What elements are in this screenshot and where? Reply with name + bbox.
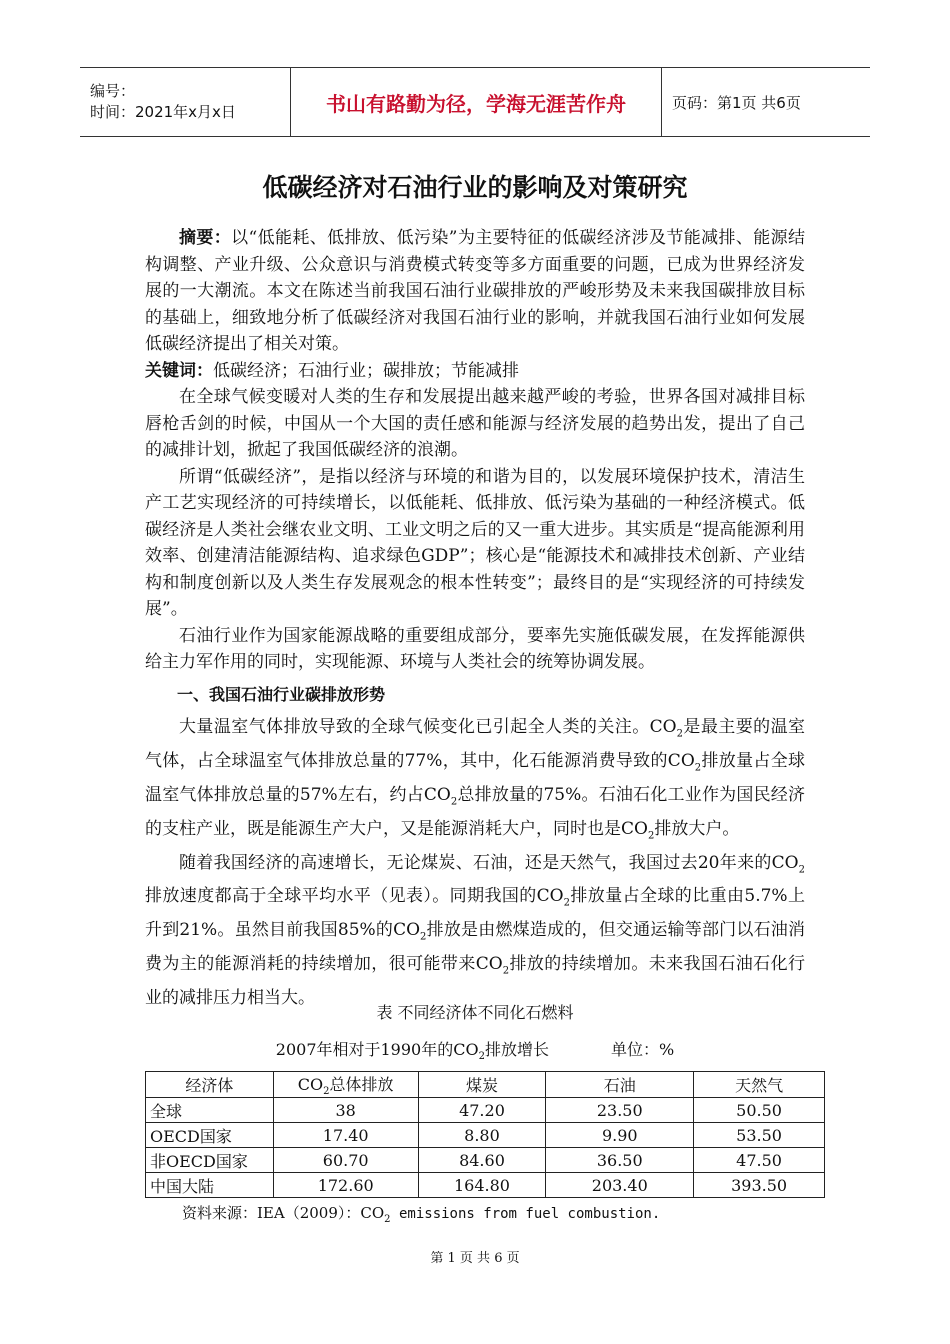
subscript: 2 [676, 728, 683, 740]
cell-oil: 36.50 [546, 1148, 694, 1173]
subscript: 2 [694, 762, 702, 774]
text-run: CO [360, 1204, 385, 1222]
subscript: 2 [478, 1051, 485, 1063]
header-number: 编号： [90, 82, 136, 100]
text-run: 排放大户。 [654, 818, 740, 839]
emissions-table [145, 1071, 825, 1198]
text-run: 大量温室气体排放导致的全球气候变化已引起全人类的关注。CO [179, 717, 677, 737]
subscript: 2 [450, 796, 458, 808]
text-run: 排放量占全球的比重由5.7%上升到21%。虽然目前我国85%的CO [145, 886, 805, 941]
cell-gas: 50.50 [694, 1098, 825, 1123]
cell-oil: 23.50 [546, 1098, 694, 1123]
subscript: 2 [502, 965, 510, 977]
intro-paragraph: 石油行业作为国家能源战略的重要组成部分，要率先实施低碳发展，在发挥能源供给主力军作用的同时，实现能源、环境与人类社会的统筹协调发展。 [145, 625, 805, 672]
cell-coal: 84.60 [418, 1148, 546, 1173]
section-paragraph [145, 714, 805, 850]
table-row [146, 1173, 825, 1198]
keywords-label: 关键词： [145, 360, 213, 381]
header-time: 时间：2021年x月x日 [90, 103, 236, 121]
text-run: 是最主要的温室气体，占全球温室气体排放总量的77%，其中，化石能源消费导致的CO [145, 717, 806, 771]
document-body [145, 225, 805, 1012]
cell-coal: 8.80 [418, 1123, 546, 1148]
text-run: 资料来源：IEA（2009）： [182, 1204, 361, 1222]
header-coal: 煤炭 [418, 1072, 546, 1098]
cell-economy: 中国大陆 [146, 1173, 274, 1198]
section-heading: 一、我国石油行业碳排放形势 [177, 684, 386, 704]
document-title: 低碳经济对石油行业的影响及对策研究 [262, 173, 688, 202]
text-run: 排放的持续增加。未来我国石油石化行业的减排压力相当大。 [145, 954, 805, 1009]
subscript: 2 [798, 863, 805, 875]
table-row [146, 1148, 825, 1173]
header-total [273, 1072, 418, 1098]
header-gas: 天然气 [694, 1072, 825, 1098]
text-run: 总体排放 [329, 1075, 394, 1094]
header-economy: 经济体 [146, 1072, 274, 1098]
abstract-text: 以“低能耗、低排放、低污染”为主要特征的低碳经济涉及节能减排、能源结构调整、产业升级、公众意识与消费模式转变等多方面重要的问题，已成为世界经济发展的一大潮流。本文在陈述当前我国石油行业碳排放的严峻形势及未来我国碳排放目标的基础上，细致地分析了低碳经济对我国石油行业的影响，并就我国石油行业如何发展低碳经济提出了相关对策。 [145, 228, 805, 354]
text-run: 2007年相对于1990年的CO [275, 1040, 479, 1059]
table-header-row [146, 1072, 825, 1098]
subscript: 2 [647, 830, 655, 842]
header-motto [290, 68, 662, 136]
header-page-info [662, 68, 870, 136]
text-run: 随着我国经济的高速增长，无论煤炭、石油，还是天然气，我国过去20年来的CO [179, 852, 799, 873]
table-row [146, 1098, 825, 1123]
cell-gas: 47.50 [694, 1148, 825, 1173]
header-oil: 石油 [546, 1072, 694, 1098]
cell-oil: 9.90 [546, 1123, 694, 1148]
text-run: 排放速度都高于全球平均水平（见表）。同期我国的CO [145, 886, 564, 907]
text-run: 排放增长 [484, 1040, 549, 1059]
subscript: 2 [323, 1086, 330, 1098]
cell-total: 60.70 [273, 1148, 418, 1173]
page-footer: 第 1 页 共 6 页 [430, 1251, 520, 1266]
keywords-paragraph [145, 358, 805, 385]
cell-oil: 203.40 [546, 1173, 694, 1198]
cell-gas: 393.50 [694, 1173, 825, 1198]
cell-economy: OECD国家 [146, 1123, 274, 1148]
subscript: 2 [384, 1214, 391, 1225]
table-unit: 单位：% [610, 1040, 675, 1059]
cell-economy: 非OECD国家 [146, 1148, 274, 1173]
cell-coal: 164.80 [418, 1173, 546, 1198]
cell-total: 38 [273, 1098, 418, 1123]
table-subcaption [0, 1037, 950, 1062]
cell-economy: 全球 [146, 1098, 274, 1123]
subscript: 2 [563, 897, 570, 909]
section-paragraph [145, 850, 805, 1012]
cell-gas: 53.50 [694, 1123, 825, 1148]
header-motto-text: 书山有路勤为径，学海无涯苦作舟 [326, 91, 626, 116]
intro-paragraph: 在全球气候变暖对人类的生存和发展提出越来越严峻的考验，世界各国对减排目标唇枪舌剑的时候，中国从一个大国的责任感和能源与经济发展的趋势出发，提出了自己的减排计划，掀起了我国低碳经济的浪潮。 [145, 387, 805, 460]
abstract-label: 摘要： [179, 228, 232, 248]
text-run: emissions from fuel combustion. [390, 1206, 661, 1222]
text-run: 排放量占全球温室气体排放总量的57%左右，约占CO [145, 750, 806, 805]
intro-paragraph: 所谓“低碳经济”，是指以经济与环境的和谐为目的，以发展环境保护技术，清洁生产工艺实现经济的可持续增长，以低能耗、低排放、低污染为基础的一种经济模式。低碳经济是人类社会继农业文明、工业文明之后的又一重大进步。其实质是“提高能源利用效率、创建清洁能源结构、追求绿色GDP”；核心是“能源技术和减排技术创新、产业结构和制度创新以及人类生存发展观念的根本性转变”；最终目的是“实现经济的可持续发展”。 [145, 466, 805, 619]
abstract-paragraph [145, 225, 805, 358]
keywords-text: 低碳经济；石油行业；碳排放；节能减排 [213, 360, 519, 381]
cell-total: 172.60 [273, 1173, 418, 1198]
header-meta [80, 68, 290, 136]
table-row [146, 1123, 825, 1148]
subscript: 2 [420, 931, 427, 943]
text-run: 排放是由燃煤造成的，但交通运输等部门以石油消费为主的能源消耗的持续增加，很可能带来CO [145, 920, 806, 975]
text-run: CO [297, 1075, 324, 1094]
table-source [182, 1202, 660, 1225]
header-page-info-text: 页码：第1页 共6页 [672, 93, 801, 112]
table-caption: 表 不同经济体不同化石燃料 [376, 1003, 574, 1022]
cell-total: 17.40 [273, 1123, 418, 1148]
cell-coal: 47.20 [418, 1098, 546, 1123]
document-header [80, 67, 870, 137]
text-run: 总排放量的75%。石油石化工业作为国民经济的支柱产业，既是能源生产大户，又是能源消耗大户，同时也是CO [145, 784, 805, 839]
